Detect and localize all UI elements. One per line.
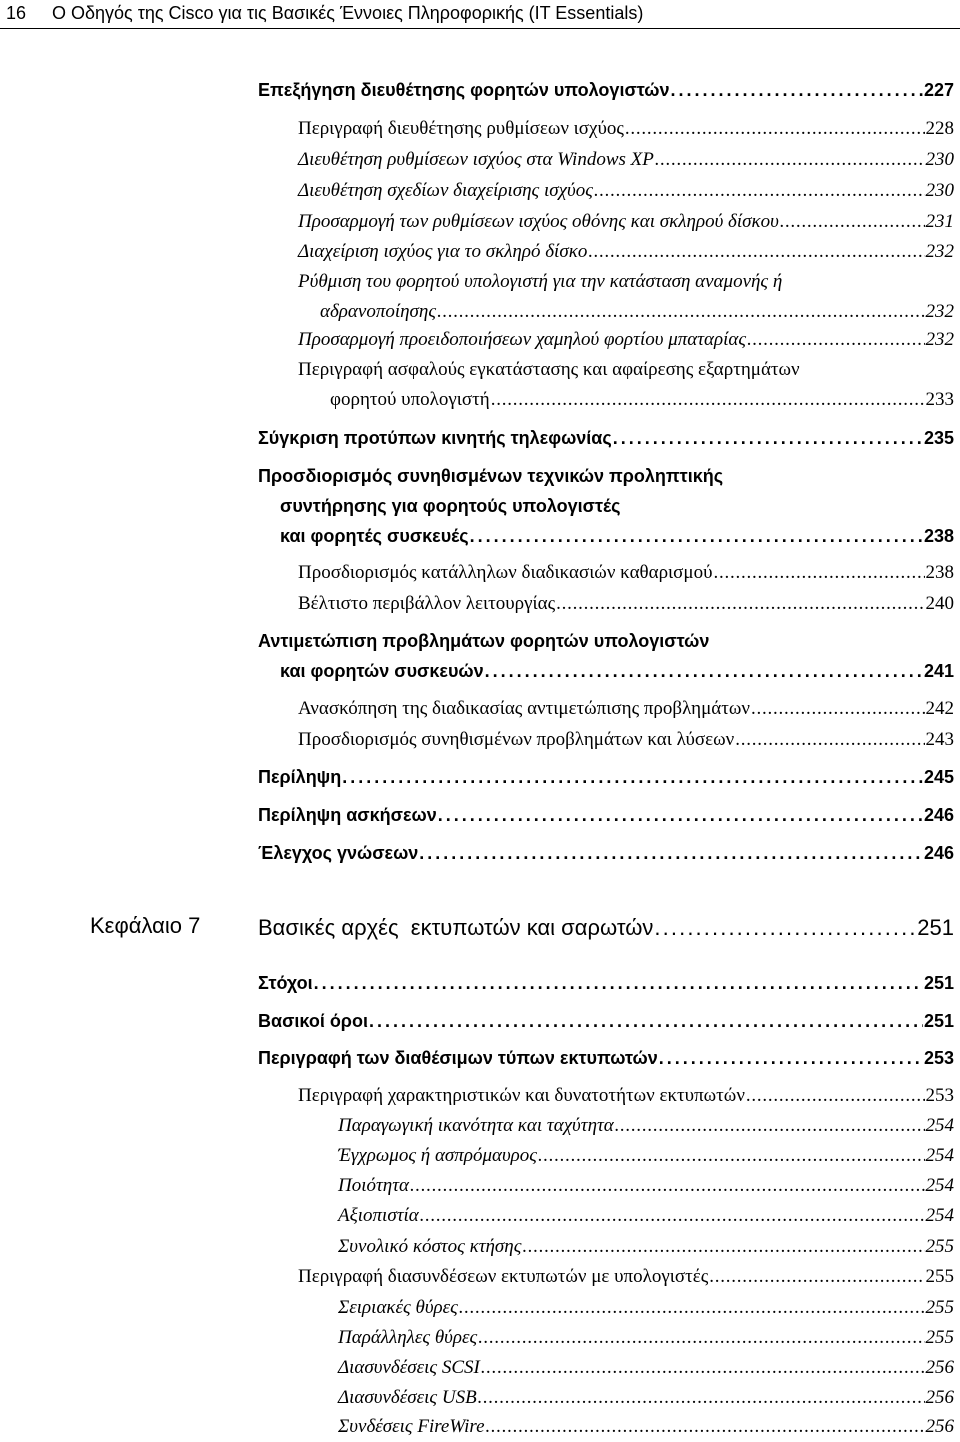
dot-leader bbox=[625, 114, 925, 144]
toc-entry-text: Διευθέτηση σχεδίων διαχείρισης ισχύος bbox=[298, 180, 593, 201]
dot-leader bbox=[419, 838, 923, 868]
toc-entry-text: Έλεγχος γνώσεων bbox=[258, 843, 419, 863]
chapter-title-entry[interactable] bbox=[258, 913, 954, 943]
dot-leader bbox=[594, 176, 925, 206]
toc-entry[interactable] bbox=[298, 237, 954, 267]
dot-leader bbox=[709, 1262, 924, 1292]
dot-leader bbox=[437, 297, 924, 327]
toc-entry[interactable] bbox=[298, 725, 954, 755]
toc-entry-text: Έγχρωμος ή ασπρόμαυρος bbox=[338, 1145, 537, 1166]
toc-entry-text: Περιγραφή χαρακτηριστικών και δυνατοτήτων εκτυπωτών bbox=[298, 1085, 745, 1106]
dot-leader bbox=[459, 1293, 925, 1323]
toc-entry-text: και φορητών συσκευών bbox=[280, 661, 484, 681]
toc-entry-text-line: Αντιμετώπιση προβλημάτων φορητών υπολογιστών bbox=[258, 631, 710, 651]
dot-leader bbox=[491, 385, 925, 415]
toc-entry-text: Προσδιορισμός συνηθισμένων προβλημάτων και λύσεων bbox=[298, 729, 735, 750]
toc-entry-text: Διαχείριση ισχύος για το σκληρό δίσκο bbox=[298, 241, 588, 262]
dot-leader bbox=[369, 1006, 923, 1036]
toc-entry[interactable] bbox=[298, 355, 954, 415]
toc-entry-page: 254 bbox=[925, 1115, 954, 1136]
toc-entry[interactable] bbox=[338, 1232, 954, 1262]
toc-entry[interactable] bbox=[258, 461, 954, 551]
toc-entry-page: 255 bbox=[925, 1266, 954, 1287]
toc-entry[interactable] bbox=[338, 1141, 954, 1171]
page-number: 16 bbox=[6, 3, 27, 23]
toc-entry-text: Περίληψη bbox=[258, 767, 342, 787]
toc-entry[interactable] bbox=[338, 1383, 954, 1413]
toc-entry[interactable] bbox=[298, 114, 954, 144]
toc-entry-text: αδρανοποίησης bbox=[320, 301, 437, 322]
toc-entry-text: Παράλληλες θύρες bbox=[338, 1327, 478, 1348]
toc-entry-page: 232 bbox=[925, 241, 954, 262]
toc-entry-text: Προσαρμογή των ρυθμίσεων ισχύος οθόνης και σκληρού δίσκου bbox=[298, 211, 779, 232]
toc-entry-page: 245 bbox=[923, 767, 954, 787]
toc-entry-page: 253 bbox=[925, 1085, 954, 1106]
toc-entry-page: 230 bbox=[925, 149, 954, 170]
toc-entry-text: Στόχοι bbox=[258, 973, 313, 993]
dot-leader bbox=[556, 589, 924, 619]
toc-entry[interactable] bbox=[298, 1081, 954, 1111]
dot-leader bbox=[671, 75, 923, 105]
page-header bbox=[0, 0, 960, 29]
toc-entry-text-line: Περιγραφή ασφαλούς εγκατάστασης και αφαίρεσης εξαρτημάτων bbox=[298, 359, 800, 380]
toc-entry-page: 256 bbox=[925, 1357, 954, 1378]
dot-leader bbox=[470, 521, 923, 551]
dot-leader bbox=[613, 423, 923, 453]
toc-entry[interactable] bbox=[258, 423, 954, 453]
toc-entry-page: 231 bbox=[925, 211, 954, 232]
toc-entry-page: 256 bbox=[925, 1416, 954, 1437]
toc-entry-text: Σειριακές θύρες bbox=[338, 1297, 458, 1318]
toc-entry-page: 233 bbox=[925, 389, 954, 410]
toc-entry-text: Διασυνδέσεις USB bbox=[338, 1387, 477, 1408]
toc-entry[interactable] bbox=[338, 1293, 954, 1323]
toc-entry-page: 256 bbox=[925, 1387, 954, 1408]
dot-leader bbox=[485, 656, 923, 686]
toc-entry[interactable] bbox=[298, 589, 954, 619]
toc-entry-text-line: συντήρησης για φορητούς υπολογιστές bbox=[280, 496, 621, 516]
chapter-title: Βασικές αρχές εκτυπωτών και σαρωτών bbox=[258, 915, 654, 940]
toc-entry-text: Επεξήγηση διευθέτησης φορητών υπολογιστών bbox=[258, 80, 670, 100]
toc-entry[interactable] bbox=[258, 75, 954, 105]
toc-entry-text: Ποιότητα bbox=[338, 1175, 409, 1196]
toc-entry-text-line: Προσδιορισμός συνηθισμένων τεχνικών προληπτικής bbox=[258, 466, 724, 486]
toc-entry-page: 230 bbox=[925, 180, 954, 201]
toc-entry-text: Παραγωγική ικανότητα και ταχύτητα bbox=[338, 1115, 614, 1136]
toc-entry-page: 253 bbox=[923, 1048, 954, 1068]
dot-leader bbox=[615, 1111, 925, 1141]
dot-leader bbox=[735, 725, 924, 755]
toc-entry[interactable] bbox=[338, 1412, 954, 1442]
toc-entry[interactable] bbox=[338, 1323, 954, 1353]
toc-entry[interactable] bbox=[298, 145, 954, 175]
toc-entry-page: 254 bbox=[925, 1205, 954, 1226]
toc-entry[interactable] bbox=[298, 325, 954, 355]
toc-entry[interactable] bbox=[338, 1111, 954, 1141]
toc-entry-text: Διευθέτηση ρυθμίσεων ισχύος στα Windows XP bbox=[298, 149, 654, 170]
toc-entry-text-line: Ρύθμιση του φορητού υπολογιστή για την κατάσταση αναμονής ή bbox=[298, 271, 783, 292]
toc-entry-page: 254 bbox=[925, 1175, 954, 1196]
toc-entry[interactable] bbox=[298, 694, 954, 724]
dot-leader bbox=[486, 1412, 925, 1442]
toc-entry[interactable] bbox=[258, 968, 954, 998]
toc-entry[interactable] bbox=[298, 1262, 954, 1292]
toc-entry-page: 255 bbox=[925, 1327, 954, 1348]
dot-leader bbox=[538, 1141, 925, 1171]
toc-entry-text: Βέλτιστο περιβάλλον λειτουργίας bbox=[298, 593, 556, 614]
toc-entry[interactable] bbox=[258, 626, 954, 686]
dot-leader bbox=[481, 1353, 925, 1383]
toc-entry-page: 241 bbox=[923, 661, 954, 681]
toc-entry[interactable] bbox=[258, 762, 954, 792]
toc-entry-text: Περιγραφή διασυνδέσεων εκτυπωτών με υπολογιστές bbox=[298, 1266, 709, 1287]
toc-entry[interactable] bbox=[338, 1353, 954, 1383]
dot-leader bbox=[747, 325, 924, 355]
toc-entry-text: Περιγραφή των διαθέσιμων τύπων εκτυπωτών bbox=[258, 1048, 658, 1068]
dot-leader bbox=[420, 1201, 925, 1231]
toc-entry-page: 255 bbox=[925, 1236, 954, 1257]
chapter-label: Κεφάλαιο 7 bbox=[90, 913, 201, 938]
dot-leader bbox=[410, 1171, 925, 1201]
dot-leader bbox=[746, 1081, 925, 1111]
toc-entry-page: 238 bbox=[925, 562, 954, 583]
dot-leader bbox=[659, 1043, 923, 1073]
toc-entry[interactable] bbox=[298, 176, 954, 206]
toc-entry-page: 242 bbox=[925, 698, 954, 719]
dot-leader bbox=[780, 207, 925, 237]
toc-entry[interactable] bbox=[338, 1201, 954, 1231]
toc-entry[interactable] bbox=[258, 1006, 954, 1036]
toc-entry-page: 232 bbox=[925, 301, 954, 322]
toc-entry-text: Αξιοπιστία bbox=[338, 1205, 419, 1226]
toc-entry-page: 254 bbox=[925, 1145, 954, 1166]
toc-entry[interactable] bbox=[298, 207, 954, 237]
toc-entry-page: 235 bbox=[923, 428, 954, 448]
toc-entry[interactable] bbox=[258, 800, 954, 830]
dot-leader bbox=[522, 1232, 924, 1262]
toc-entry[interactable] bbox=[258, 838, 954, 868]
toc-entry-text: Προσδιορισμός κατάλληλων διαδικασιών καθαρισμού bbox=[298, 562, 713, 583]
toc-entry-page: 255 bbox=[925, 1297, 954, 1318]
dot-leader bbox=[588, 237, 924, 267]
toc-entry[interactable] bbox=[298, 558, 954, 588]
dot-leader bbox=[438, 800, 923, 830]
toc-entry-page: 232 bbox=[925, 329, 954, 350]
toc-entry-page: 240 bbox=[925, 593, 954, 614]
toc-entry-text: Σύγκριση προτύπων κινητής τηλεφωνίας bbox=[258, 428, 612, 448]
toc-entry[interactable] bbox=[258, 1043, 954, 1073]
toc-entry-text: Ανασκόπηση της διαδικασίας αντιμετώπισης προβλημάτων bbox=[298, 698, 750, 719]
toc-entry-text: Βασικοί όροι bbox=[258, 1011, 368, 1031]
toc-entry-text: φορητού υπολογιστή bbox=[330, 389, 490, 410]
dot-leader bbox=[654, 913, 916, 943]
toc-entry-page: 227 bbox=[923, 80, 954, 100]
toc-entry-text: Περιγραφή διευθέτησης ρυθμίσεων ισχύος bbox=[298, 118, 624, 139]
toc-entry-page: 228 bbox=[925, 118, 954, 139]
dot-leader bbox=[478, 1323, 924, 1353]
toc-entry[interactable] bbox=[298, 267, 954, 327]
toc-entry-text: και φορητές συσκευές bbox=[280, 526, 469, 546]
toc-entry-text: Περίληψη ασκήσεων bbox=[258, 805, 437, 825]
dot-leader bbox=[342, 762, 923, 792]
book-title: Ο Οδηγός της Cisco για τις Βασικές Έννοιες Πληροφορικής (IT Essentials) bbox=[52, 3, 644, 23]
toc-entry-text: Προσαρμογή προειδοποιήσεων χαμηλού φορτίου μπαταρίας bbox=[298, 329, 747, 350]
toc-entry-text: Διασυνδέσεις SCSI bbox=[338, 1357, 480, 1378]
toc-entry-page: 246 bbox=[923, 843, 954, 863]
toc-entry-page: 243 bbox=[925, 729, 954, 750]
dot-leader bbox=[655, 145, 925, 175]
dot-leader bbox=[751, 694, 925, 724]
toc-entry-text: Συνολικό κόστος κτήσης bbox=[338, 1236, 522, 1257]
chapter-page: 251 bbox=[917, 915, 954, 940]
toc-entry-page: 251 bbox=[923, 1011, 954, 1031]
dot-leader bbox=[478, 1383, 925, 1413]
toc-entry-page: 246 bbox=[923, 805, 954, 825]
dot-leader bbox=[314, 968, 923, 998]
toc-entry-text: Συνδέσεις FireWire bbox=[338, 1416, 485, 1437]
dot-leader bbox=[714, 558, 925, 588]
toc-entry[interactable] bbox=[338, 1171, 954, 1201]
toc-entry-page: 238 bbox=[923, 526, 954, 546]
toc-entry-page: 251 bbox=[923, 973, 954, 993]
